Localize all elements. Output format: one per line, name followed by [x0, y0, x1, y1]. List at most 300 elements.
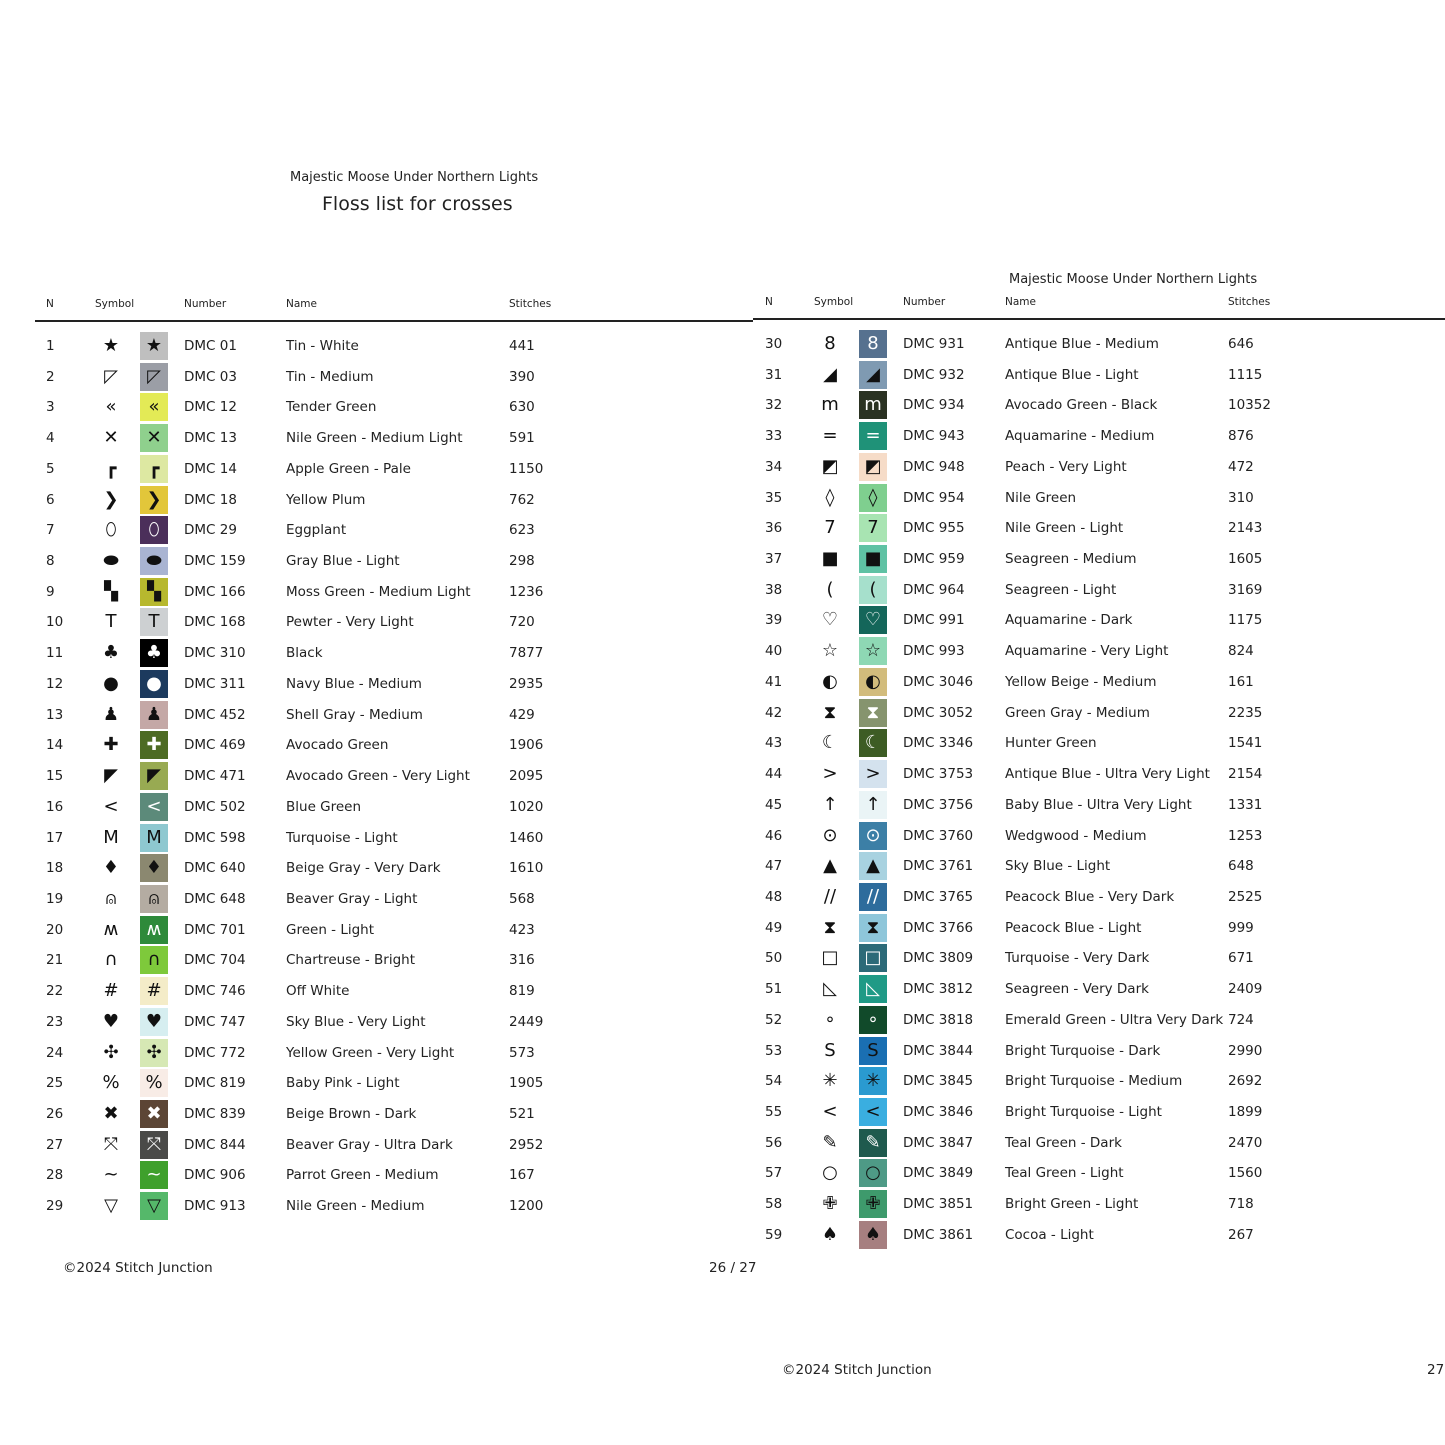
table-row — [35, 454, 735, 484]
floss-number: DMC 772 — [184, 1044, 246, 1061]
color-swatch: m — [859, 391, 887, 419]
floss-number: DMC 648 — [184, 890, 246, 907]
floss-name: Pewter - Very Light — [286, 614, 414, 631]
row-number: 37 — [765, 551, 783, 568]
floss-name: Emerald Green - Ultra Very Dark — [1005, 1011, 1224, 1028]
table-row — [35, 853, 735, 883]
stitch-count: 591 — [509, 430, 535, 447]
floss-name: Nile Green - Light — [1005, 520, 1124, 537]
table-row — [35, 485, 735, 515]
stitch-symbol-icon: ◸ — [104, 365, 118, 387]
stitch-symbol-icon: ⊙ — [822, 824, 838, 846]
table-row — [754, 943, 1445, 973]
color-swatch: ◢ — [859, 361, 887, 389]
table-row — [35, 700, 735, 730]
stitch-symbol-icon: ✖ — [103, 1103, 119, 1124]
row-number: 39 — [765, 612, 783, 629]
header-stitches: Stitches — [1228, 296, 1271, 308]
floss-name: Parrot Green - Medium — [286, 1167, 439, 1184]
stitch-symbol-icon: ◩ — [821, 455, 839, 477]
row-number: 55 — [765, 1104, 783, 1120]
table-row — [754, 974, 1445, 1004]
floss-number: DMC 839 — [184, 1106, 246, 1122]
stitch-symbol-icon: ⬬ — [103, 550, 119, 572]
color-swatch: ✳ — [859, 1067, 887, 1095]
stitch-count: 568 — [509, 890, 535, 907]
table-row — [35, 392, 735, 422]
floss-number: DMC 906 — [184, 1167, 246, 1184]
color-swatch: ◩ — [859, 453, 887, 481]
color-swatch: ◐ — [859, 668, 887, 696]
stitch-symbol-icon: ◊ — [825, 486, 835, 508]
row-number: 23 — [46, 1013, 64, 1030]
color-swatch: ⤧ — [140, 1131, 168, 1159]
header-stitches: Stitches — [509, 298, 552, 310]
table-row — [754, 452, 1445, 482]
floss-number: DMC 01 — [184, 338, 237, 354]
row-number: 31 — [765, 366, 783, 383]
row-number: 38 — [765, 581, 783, 598]
table-row — [754, 360, 1445, 390]
floss-name: Moss Green - Medium Light — [286, 583, 471, 600]
color-swatch: // — [859, 883, 887, 911]
floss-number: DMC 747 — [184, 1013, 246, 1030]
stitch-symbol-icon: ⧗ — [823, 916, 837, 938]
color-swatch: ♦ — [140, 854, 168, 882]
floss-number: DMC 3846 — [903, 1104, 974, 1120]
row-number: 28 — [46, 1167, 64, 1184]
stitch-count: 1905 — [509, 1075, 544, 1092]
stitch-symbol-icon: % — [102, 1072, 120, 1094]
stitch-count: 824 — [1228, 643, 1254, 660]
color-swatch: = — [859, 422, 887, 450]
floss-number: DMC 913 — [184, 1198, 246, 1215]
floss-number: DMC 746 — [184, 983, 246, 1000]
row-number: 40 — [765, 643, 783, 660]
color-swatch: ✖ — [140, 1100, 168, 1128]
color-swatch: ∩ — [140, 946, 168, 974]
stitch-symbol-icon: ∩ — [104, 949, 118, 971]
stitch-count: 521 — [509, 1106, 535, 1122]
table-row — [35, 515, 735, 545]
stitch-symbol-icon: ✎ — [822, 1131, 838, 1153]
stitch-count: 573 — [509, 1044, 535, 1061]
table-row — [35, 607, 735, 637]
row-number: 58 — [765, 1196, 783, 1213]
stitch-symbol-icon: ✣ — [103, 1041, 119, 1063]
floss-name: Seagreen - Medium — [1005, 551, 1137, 568]
table-row — [754, 1128, 1445, 1158]
floss-name: Antique Blue - Ultra Very Light — [1005, 766, 1210, 783]
floss-name: Avocado Green — [286, 737, 389, 754]
stitch-count: 267 — [1228, 1226, 1254, 1243]
floss-number: DMC 932 — [903, 366, 965, 383]
header-n: N — [46, 298, 54, 310]
floss-number: DMC 3753 — [903, 766, 974, 783]
floss-name: Gray Blue - Light — [286, 553, 400, 570]
stitch-symbol-icon: ↑ — [822, 793, 838, 815]
row-number: 41 — [765, 673, 783, 690]
floss-name: Green Gray - Medium — [1005, 704, 1150, 721]
stitch-symbol-icon: ❯ — [103, 488, 119, 510]
table-row — [754, 1097, 1445, 1127]
stitch-count: 2952 — [509, 1136, 544, 1153]
color-swatch: ◤ — [140, 762, 168, 790]
stitch-count: 671 — [1228, 950, 1254, 967]
floss-name: Chartreuse - Bright — [286, 952, 415, 969]
table-row — [754, 1005, 1445, 1035]
row-number: 33 — [765, 428, 783, 445]
floss-number: DMC 3847 — [903, 1134, 974, 1151]
header-symbol: Symbol — [814, 296, 854, 308]
row-number: 6 — [46, 491, 55, 508]
row-number: 43 — [765, 735, 783, 752]
floss-name: Tin - Medium — [286, 368, 374, 385]
row-number: 35 — [765, 489, 783, 506]
stitch-symbol-icon: ☾ — [821, 732, 839, 754]
color-swatch: « — [140, 393, 168, 421]
floss-number: DMC 03 — [184, 368, 237, 385]
floss-number: DMC 819 — [184, 1075, 246, 1092]
table-row — [754, 421, 1445, 451]
row-number: 52 — [765, 1011, 783, 1028]
floss-name: Beige Gray - Very Dark — [286, 860, 441, 877]
floss-number: DMC 931 — [903, 336, 965, 352]
color-swatch: □ — [859, 944, 887, 972]
stitch-count: 10352 — [1228, 397, 1271, 414]
floss-name: Navy Blue - Medium — [286, 675, 422, 692]
floss-name: Aquamarine - Very Light — [1005, 643, 1169, 660]
stitch-count: 2692 — [1228, 1073, 1263, 1090]
floss-name: Peacock Blue - Very Dark — [1005, 888, 1175, 905]
stitch-count: 316 — [509, 952, 535, 969]
table-row — [35, 1099, 735, 1129]
stitch-symbol-icon: 7 — [824, 517, 836, 539]
color-swatch: ⧗ — [859, 914, 887, 942]
table-row — [754, 821, 1445, 851]
floss-name: Teal Green - Light — [1005, 1165, 1124, 1182]
color-swatch: ✚ — [140, 731, 168, 759]
header-name: Name — [286, 298, 317, 310]
floss-name: Nile Green — [1005, 489, 1077, 506]
floss-name: Peach - Very Light — [1005, 458, 1127, 475]
floss-number: DMC 934 — [903, 397, 965, 414]
stitch-symbol-icon: = — [822, 425, 838, 447]
floss-number: DMC 948 — [903, 458, 965, 475]
floss-name: Tin - White — [286, 338, 359, 354]
floss-name: Antique Blue - Medium — [1005, 336, 1159, 352]
color-swatch: T — [140, 608, 168, 636]
stitch-symbol-icon: M — [103, 826, 119, 848]
row-number: 47 — [765, 858, 783, 875]
floss-number: DMC 3818 — [903, 1011, 974, 1028]
color-swatch: ⧗ — [859, 699, 887, 727]
table-row — [754, 882, 1445, 912]
row-number: 14 — [46, 737, 64, 754]
stitch-symbol-icon: ○ — [822, 1162, 838, 1184]
floss-number: DMC 3760 — [903, 827, 974, 844]
stitch-symbol-icon: < — [103, 795, 119, 817]
table-row — [754, 667, 1445, 697]
table-row — [754, 728, 1445, 758]
color-swatch: ▲ — [859, 852, 887, 880]
stitch-count: 1020 — [509, 798, 544, 815]
stitch-count: 876 — [1228, 428, 1254, 445]
table-row — [754, 851, 1445, 881]
floss-number: DMC 14 — [184, 460, 237, 477]
table-row — [35, 884, 735, 914]
stitch-symbol-icon: ⤧ — [103, 1133, 119, 1155]
floss-name: Seagreen - Very Dark — [1005, 981, 1149, 998]
right-header-divider — [753, 318, 1445, 320]
floss-number: DMC 954 — [903, 489, 965, 506]
floss-number: DMC 469 — [184, 737, 246, 754]
color-swatch: ⬯ — [140, 516, 168, 544]
floss-name: Bright Turquoise - Dark — [1005, 1042, 1161, 1059]
floss-name: Avocado Green - Very Light — [286, 768, 470, 785]
table-row — [754, 329, 1445, 359]
stitch-count: 1175 — [1228, 612, 1263, 629]
stitch-count: 298 — [509, 553, 535, 570]
floss-number: DMC 993 — [903, 643, 965, 660]
color-swatch: ◊ — [859, 484, 887, 512]
floss-number: DMC 3765 — [903, 888, 974, 905]
color-swatch: # — [140, 977, 168, 1005]
floss-name: Blue Green — [286, 798, 362, 815]
floss-number: DMC 12 — [184, 399, 237, 416]
color-swatch: ★ — [140, 332, 168, 360]
floss-name: Apple Green - Pale — [286, 460, 411, 477]
color-swatch: ⍝ — [140, 885, 168, 913]
table-row — [754, 1158, 1445, 1188]
floss-number: DMC 3052 — [903, 704, 974, 721]
row-number: 21 — [46, 952, 64, 969]
floss-name: Hunter Green — [1005, 735, 1097, 752]
table-row — [754, 605, 1445, 635]
right-page-number: 27 — [1427, 1362, 1445, 1378]
stitch-count: 1899 — [1228, 1104, 1263, 1120]
row-number: 54 — [765, 1073, 783, 1090]
color-swatch: ♟ — [140, 701, 168, 729]
stitch-symbol-icon: ♡ — [821, 609, 839, 631]
color-swatch: ♥ — [140, 1008, 168, 1036]
row-number: 13 — [46, 706, 64, 723]
floss-number: DMC 471 — [184, 768, 246, 785]
color-swatch: ▚ — [140, 578, 168, 606]
right-subtitle: Majestic Moose Under Northern Lights — [1009, 272, 1258, 287]
row-number: 27 — [46, 1136, 64, 1153]
floss-number: DMC 3766 — [903, 919, 974, 936]
row-number: 56 — [765, 1134, 783, 1151]
row-number: 25 — [46, 1075, 64, 1092]
floss-number: DMC 701 — [184, 921, 246, 938]
floss-number: DMC 3844 — [903, 1042, 974, 1059]
color-swatch: 7 — [859, 514, 887, 542]
stitch-count: 2990 — [1228, 1042, 1263, 1059]
floss-name: Antique Blue - Light — [1005, 366, 1139, 383]
floss-number: DMC 598 — [184, 829, 246, 846]
table-row — [35, 1160, 735, 1190]
floss-name: Beaver Gray - Ultra Dark — [286, 1136, 453, 1153]
stitch-symbol-icon: ʍ — [103, 918, 119, 940]
table-row — [35, 1191, 735, 1221]
stitch-count: 648 — [1228, 858, 1254, 875]
stitch-symbol-icon: ⧗ — [823, 701, 837, 723]
stitch-count: 429 — [509, 706, 535, 723]
row-number: 59 — [765, 1226, 783, 1243]
floss-name: Aquamarine - Medium — [1005, 428, 1155, 445]
floss-name: Eggplant — [286, 522, 347, 539]
floss-name: Yellow Beige - Medium — [1005, 673, 1157, 690]
stitch-count: 2409 — [1228, 981, 1263, 998]
floss-number: DMC 964 — [903, 581, 965, 598]
stitch-symbol-icon: ▽ — [104, 1195, 118, 1217]
stitch-symbol-icon: □ — [821, 947, 839, 969]
right-copyright: ©2024 Stitch Junction — [782, 1362, 932, 1378]
stitch-symbol-icon: ♦ — [102, 857, 120, 879]
stitch-count: 623 — [509, 522, 535, 539]
stitch-count: 1115 — [1228, 366, 1263, 383]
floss-name: Black — [286, 645, 323, 662]
stitch-count: 167 — [509, 1167, 535, 1184]
row-number: 5 — [46, 460, 55, 477]
floss-number: DMC 166 — [184, 583, 246, 600]
stitch-count: 2449 — [509, 1013, 544, 1030]
color-swatch: ◸ — [140, 363, 168, 391]
header-number: Number — [903, 296, 946, 308]
row-number: 32 — [765, 397, 783, 414]
stitch-count: 630 — [509, 399, 535, 416]
color-swatch: ⬬ — [140, 547, 168, 575]
stitch-symbol-icon: ∘ — [824, 1008, 836, 1030]
stitch-count: 441 — [509, 338, 535, 354]
stitch-symbol-icon: « — [105, 396, 117, 418]
stitch-symbol-icon: ■ — [821, 548, 839, 570]
color-swatch: > — [859, 760, 887, 788]
stitch-count: 1150 — [509, 460, 544, 477]
stitch-symbol-icon: ☆ — [821, 640, 839, 662]
stitch-count: 724 — [1228, 1011, 1254, 1028]
color-swatch: ❯ — [140, 486, 168, 514]
row-number: 20 — [46, 921, 64, 938]
stitch-count: 2525 — [1228, 888, 1263, 905]
table-row — [754, 1066, 1445, 1096]
floss-name: Beige Brown - Dark — [286, 1106, 417, 1122]
color-swatch: ○ — [859, 1159, 887, 1187]
row-number: 34 — [765, 458, 783, 475]
stitch-count: 1253 — [1228, 827, 1263, 844]
row-number: 8 — [46, 553, 55, 570]
stitch-count: 999 — [1228, 919, 1254, 936]
stitch-count: 1605 — [1228, 551, 1263, 568]
floss-number: DMC 3756 — [903, 796, 974, 813]
stitch-symbol-icon: S — [824, 1039, 836, 1061]
stitch-count: 472 — [1228, 458, 1254, 475]
floss-name: Sky Blue - Light — [1005, 858, 1111, 875]
color-swatch: ♣ — [140, 639, 168, 667]
row-number: 53 — [765, 1042, 783, 1059]
floss-number: DMC 18 — [184, 491, 237, 508]
table-row — [754, 483, 1445, 513]
row-number: 9 — [46, 583, 55, 600]
stitch-count: 1906 — [509, 737, 544, 754]
floss-name: Avocado Green - Black — [1005, 397, 1158, 414]
table-row — [35, 669, 735, 699]
stitch-symbol-icon: 8 — [824, 333, 836, 354]
row-number: 24 — [46, 1044, 64, 1061]
floss-name: Beaver Gray - Light — [286, 890, 418, 907]
stitch-symbol-icon: ◢ — [823, 363, 837, 385]
stitch-symbol-icon: ★ — [102, 335, 120, 356]
color-swatch: % — [140, 1069, 168, 1097]
color-swatch: ✣ — [140, 1039, 168, 1067]
color-swatch: ☆ — [859, 637, 887, 665]
stitch-symbol-icon: ⬯ — [105, 519, 117, 541]
floss-name: Peacock Blue - Light — [1005, 919, 1142, 936]
stitch-symbol-icon: < — [822, 1101, 838, 1122]
floss-number: DMC 955 — [903, 520, 965, 537]
row-number: 16 — [46, 798, 64, 815]
stitch-symbol-icon: ✕ — [103, 427, 119, 449]
stitch-count: 2235 — [1228, 704, 1263, 721]
floss-number: DMC 502 — [184, 798, 246, 815]
stitch-symbol-icon: ● — [103, 672, 119, 694]
stitch-symbol-icon: ◐ — [822, 670, 838, 692]
table-row — [754, 544, 1445, 574]
floss-number: DMC 3761 — [903, 858, 974, 875]
stitch-symbol-icon: ⍝ — [105, 887, 117, 909]
stitch-count: 2095 — [509, 768, 544, 785]
floss-name: Tender Green — [286, 399, 377, 416]
stitch-count: 1560 — [1228, 1165, 1263, 1182]
table-row — [35, 761, 735, 791]
row-number: 49 — [765, 919, 783, 936]
stitch-symbol-icon: ◤ — [104, 765, 118, 787]
color-swatch: ( — [859, 576, 887, 604]
color-swatch: ■ — [859, 545, 887, 573]
stitch-count: 161 — [1228, 673, 1254, 690]
row-number: 51 — [765, 981, 783, 998]
left-header-divider — [35, 320, 753, 322]
floss-number: DMC 844 — [184, 1136, 246, 1153]
floss-number: DMC 452 — [184, 706, 246, 723]
row-number: 26 — [46, 1106, 64, 1122]
color-swatch: ▽ — [140, 1192, 168, 1220]
stitch-count: 2935 — [509, 675, 544, 692]
color-swatch: ◺ — [859, 975, 887, 1003]
row-number: 44 — [765, 766, 783, 783]
row-number: 17 — [46, 829, 64, 846]
table-row — [35, 792, 735, 822]
floss-name: Aquamarine - Dark — [1005, 612, 1133, 629]
floss-name: Cocoa - Light — [1005, 1226, 1094, 1243]
floss-number: DMC 959 — [903, 551, 965, 568]
stitch-symbol-icon: ♠ — [821, 1223, 839, 1245]
floss-name: Shell Gray - Medium — [286, 706, 423, 723]
stitch-count: 1200 — [509, 1198, 544, 1215]
floss-number: DMC 943 — [903, 428, 965, 445]
floss-name: Yellow Plum — [286, 491, 366, 508]
stitch-symbol-icon: ♟ — [102, 703, 120, 725]
color-swatch: ☾ — [859, 729, 887, 757]
stitch-count: 2470 — [1228, 1134, 1263, 1151]
floss-number: DMC 3812 — [903, 981, 974, 998]
stitch-count: 2143 — [1228, 520, 1263, 537]
stitch-count: 423 — [509, 921, 535, 938]
floss-name: Sky Blue - Very Light — [286, 1013, 426, 1030]
floss-name: Seagreen - Light — [1005, 581, 1117, 598]
color-swatch: ✕ — [140, 424, 168, 452]
